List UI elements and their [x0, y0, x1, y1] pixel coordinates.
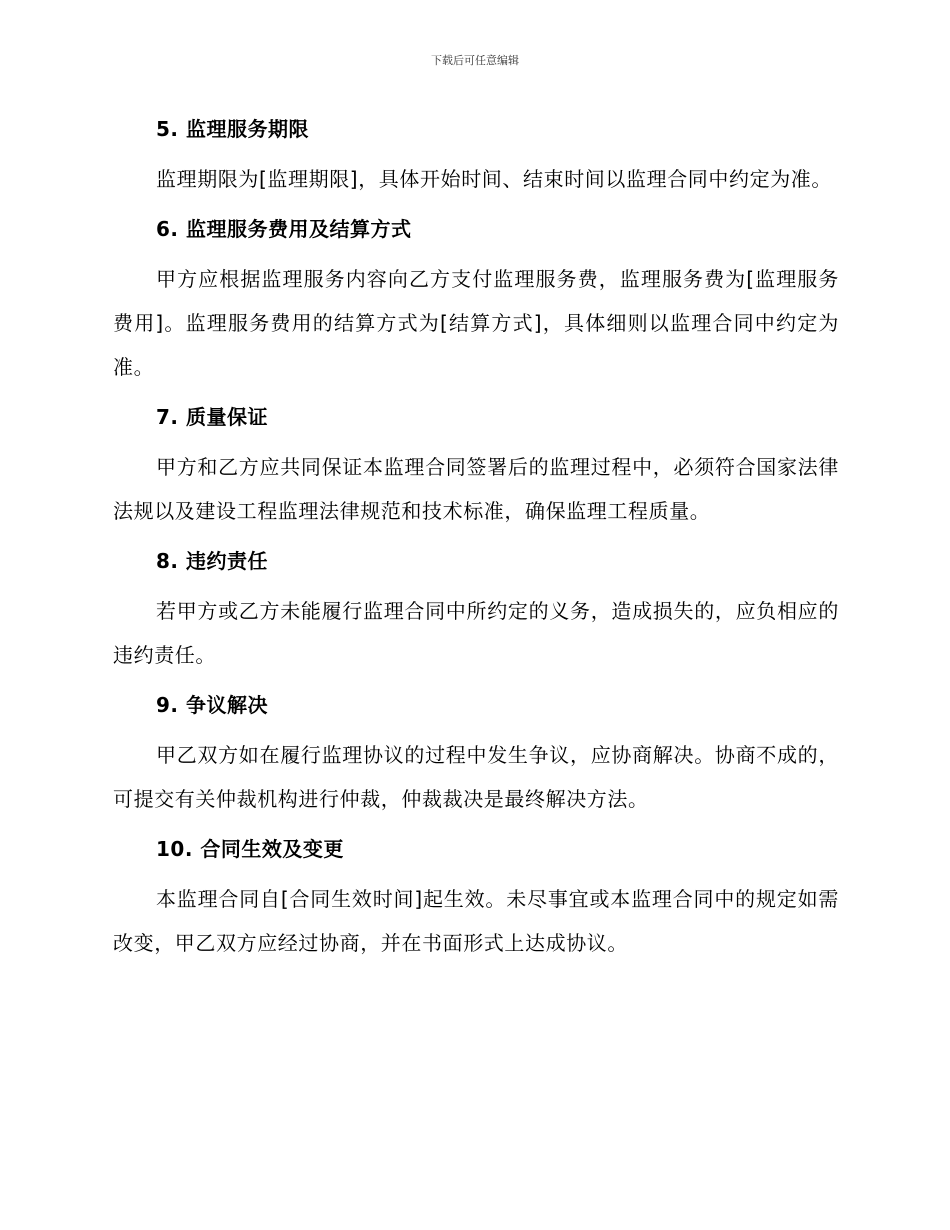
section-effectiveness-changes	[113, 833, 839, 965]
section-service-period	[113, 113, 839, 201]
section-body: 监理期限为[监理期限]，具体开始时间、结束时间以监理合同中约定为准。	[156, 167, 833, 191]
section-body: 甲方和乙方应共同保证本监理合同签署后的监理过程中，必须符合国家法律法规以及建设工程监理法律规范和技术标准，确保监理工程质量。	[113, 455, 839, 523]
section-dispute-resolution	[113, 689, 839, 821]
section-heading: 10. 合同生效及变更	[156, 837, 344, 861]
section-heading: 6. 监理服务费用及结算方式	[156, 217, 412, 241]
section-heading: 9. 争议解决	[156, 693, 268, 717]
page-header: 下载后可任意编辑	[431, 54, 519, 67]
section-body: 甲乙双方如在履行监理协议的过程中发生争议，应协商解决。协商不成的，可提交有关仲裁机构进行仲裁，仲裁裁决是最终解决方法。	[113, 743, 839, 811]
section-fees-settlement	[113, 213, 839, 389]
section-quality-assurance	[113, 401, 839, 533]
section-breach-liability	[113, 545, 839, 677]
section-body: 若甲方或乙方未能履行监理合同中所约定的义务，造成损失的，应负相应的违约责任。	[113, 599, 839, 667]
document-content	[113, 113, 839, 977]
section-heading: 8. 违约责任	[156, 549, 268, 573]
section-body: 甲方应根据监理服务内容向乙方支付监理服务费，监理服务费为[监理服务费用]。监理服务费用的结算方式为[结算方式]，具体细则以监理合同中约定为准。	[113, 267, 839, 379]
section-body: 本监理合同自[合同生效时间]起生效。未尽事宜或本监理合同中的规定如需改变，甲乙双方应经过协商，并在书面形式上达成协议。	[113, 887, 839, 955]
section-heading: 7. 质量保证	[156, 405, 268, 429]
section-heading: 5. 监理服务期限	[156, 117, 309, 141]
